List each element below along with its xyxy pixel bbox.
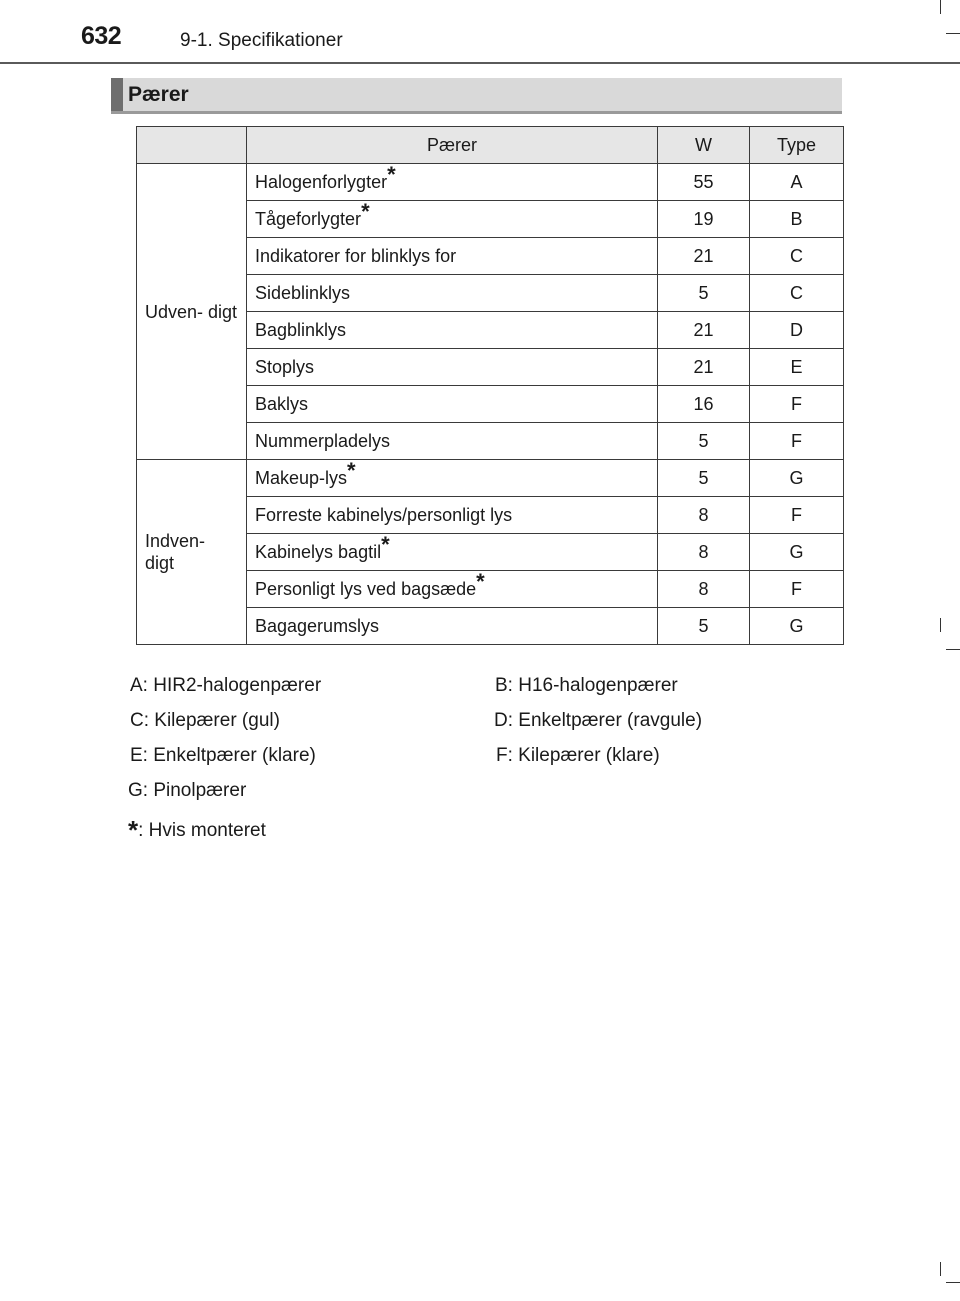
header-rule: [0, 62, 960, 64]
bulb-name-cell: [247, 238, 658, 275]
asterisk-mark: *: [387, 161, 396, 187]
bulb-name: Baklys: [255, 393, 309, 414]
bulb-name-cell: [247, 423, 658, 460]
watt-cell: 19: [658, 201, 750, 238]
bulb-name: Bagblinklys: [255, 319, 347, 340]
type-cell: A: [750, 164, 844, 201]
asterisk-mark: *: [476, 568, 485, 594]
type-cell: D: [750, 312, 844, 349]
watt-cell: 55: [658, 164, 750, 201]
footnote-text: : Hvis monteret: [138, 820, 266, 841]
watt-cell: 8: [658, 534, 750, 571]
type-cell: F: [750, 423, 844, 460]
column-header-bulbs: Pærer: [247, 127, 658, 164]
group-label: Indven- digt: [137, 460, 247, 645]
asterisk-mark: *: [347, 457, 356, 483]
bulb-name: Bagagerumslys: [255, 615, 380, 636]
crop-mark: [946, 33, 960, 34]
legend-d: D: Enkeltpærer (ravgule): [494, 710, 703, 731]
type-cell: G: [750, 534, 844, 571]
table-body: [137, 161, 844, 645]
watt-cell: 5: [658, 275, 750, 312]
section-title: Pærer: [128, 83, 189, 106]
table-header-row: [137, 127, 844, 164]
crop-mark: [940, 1262, 941, 1276]
type-cell: B: [750, 201, 844, 238]
bulb-name-cell: [247, 386, 658, 423]
watt-cell: 21: [658, 349, 750, 386]
crop-mark: [946, 1282, 960, 1283]
watt-cell: 8: [658, 571, 750, 608]
bulb-name: Nummerpladelys: [255, 430, 391, 451]
type-cell: G: [750, 460, 844, 497]
bulb-name-cell: [247, 608, 658, 645]
legend-f: F: Kilepærer (klare): [496, 745, 660, 766]
bulb-name-cell: [247, 568, 658, 608]
bulb-name: Forreste kabinelys/personligt lys: [255, 504, 513, 525]
watt-cell: 5: [658, 423, 750, 460]
table-row: [137, 164, 844, 201]
type-cell: E: [750, 349, 844, 386]
legend-b: B: H16-halogenpærer: [495, 675, 678, 696]
type-cell: G: [750, 608, 844, 645]
watt-cell: 21: [658, 312, 750, 349]
type-cell: C: [750, 275, 844, 312]
watt-cell: 16: [658, 386, 750, 423]
page-number: 632: [81, 22, 122, 50]
crop-mark: [946, 649, 960, 650]
bulb-name: Halogenforlygter: [255, 171, 388, 192]
bulb-name: Indikatorer for blinklys for: [255, 245, 457, 266]
type-cell: F: [750, 497, 844, 534]
type-cell: F: [750, 386, 844, 423]
table-row: [137, 460, 844, 497]
bulb-table: [136, 126, 844, 645]
column-header-type: Type: [750, 127, 844, 164]
watt-cell: 5: [658, 460, 750, 497]
footnote: [128, 812, 266, 843]
bulb-name: Personligt lys ved bagsæde: [255, 578, 477, 599]
column-header-empty: [137, 127, 247, 164]
bulb-name: Makeup-lys: [255, 467, 348, 488]
legend-a: A: HIR2-halogenpærer: [130, 675, 322, 696]
group-label: Udven- digt: [137, 164, 247, 460]
bulb-name-cell: [247, 531, 658, 571]
bulb-name-cell: [247, 497, 658, 534]
column-header-watt: W: [658, 127, 750, 164]
watt-cell: 5: [658, 608, 750, 645]
type-cell: F: [750, 571, 844, 608]
bulb-name-cell: [247, 312, 658, 349]
crop-mark: [940, 618, 941, 632]
asterisk-mark: *: [381, 531, 390, 557]
watt-cell: 8: [658, 497, 750, 534]
bulb-name-cell: [247, 457, 658, 497]
bulb-name: Sideblinklys: [255, 282, 351, 303]
bulb-name: Kabinelys bagtil: [255, 541, 382, 562]
chapter-title: 9-1. Specifikationer: [180, 30, 343, 51]
legend-e: E: Enkeltpærer (klare): [130, 745, 316, 766]
asterisk-mark: *: [361, 198, 370, 224]
bulb-name-cell: [247, 349, 658, 386]
footnote-asterisk: *: [128, 815, 139, 845]
bulb-name: Stoplys: [255, 356, 315, 377]
bulb-name: Tågeforlygter: [255, 208, 362, 229]
legend-g: G: Pinolpærer: [128, 780, 247, 801]
crop-mark: [940, 0, 941, 14]
type-cell: C: [750, 238, 844, 275]
watt-cell: 21: [658, 238, 750, 275]
bulb-name-cell: [247, 275, 658, 312]
bulb-name-cell: [247, 161, 658, 201]
section-heading-bar: [111, 78, 123, 111]
bulb-name-cell: [247, 198, 658, 238]
section-heading: [111, 78, 842, 114]
legend-c: C: Kilepærer (gul): [130, 710, 280, 731]
